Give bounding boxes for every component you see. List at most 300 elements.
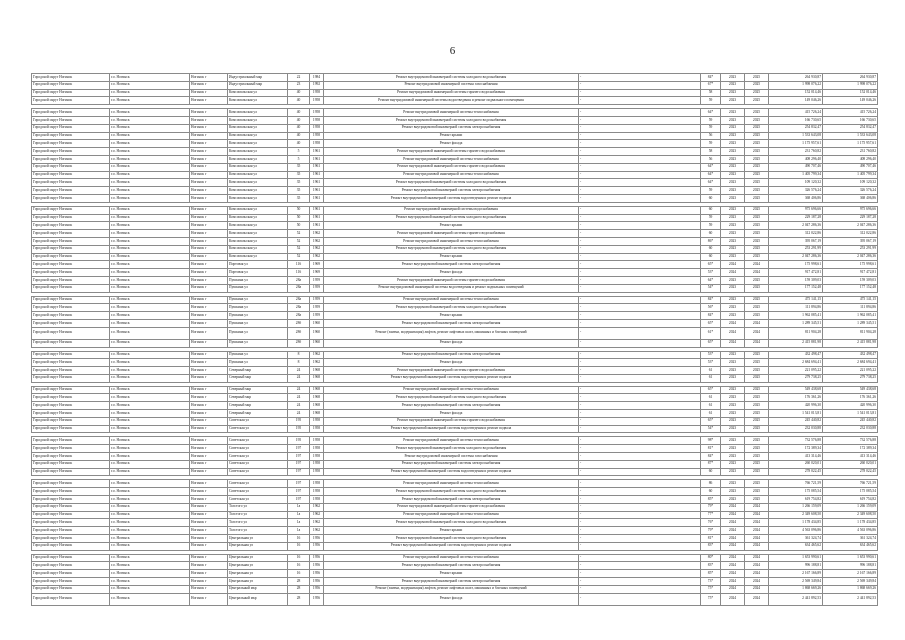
table-cell: 2024 <box>745 585 769 593</box>
table-cell: г.о. Ногинск <box>110 206 190 214</box>
table-cell: 2023 <box>721 245 745 253</box>
table-cell: 2023 <box>721 116 745 124</box>
table-cell: 197 <box>288 468 310 476</box>
table-cell: Городской округ Ногинск <box>32 578 110 586</box>
table-cell: - <box>579 74 701 82</box>
table-cell: Ногинск г <box>190 237 228 245</box>
table-cell: 2024 <box>721 578 745 586</box>
table-cell: 490 707,46 <box>769 163 823 171</box>
table-cell: - <box>579 124 701 132</box>
table-cell: 1959 <box>310 312 324 320</box>
table-cell: 732 576,88 <box>769 437 823 445</box>
table-cell: 361 324,74 <box>823 535 878 543</box>
table-cell: г.о. Ногинск <box>110 269 190 277</box>
table-cell: Городской округ Ногинск <box>32 554 110 562</box>
table-cell: 2023 <box>721 89 745 97</box>
table-cell: Ремонт крыши <box>324 570 579 578</box>
table-cell: Ногинск г <box>190 437 228 445</box>
table-cell: Городской округ Ногинск <box>32 496 110 504</box>
table-cell: Ремонт внутридомовой инженерной системы водоснабжения <box>324 206 579 214</box>
table-cell: Городской округ Ногинск <box>32 276 110 284</box>
table-cell: 176 361,26 <box>769 394 823 402</box>
table-cell: 2 167 166,89 <box>823 570 878 578</box>
table-cell: Ногинск г <box>190 327 228 339</box>
table-cell: 2025 <box>745 425 769 433</box>
table-cell: 2025 <box>745 480 769 488</box>
table-cell: 917 472,81 <box>823 269 878 277</box>
table-cell: 60 <box>701 253 721 261</box>
table-cell: Комсомольская ул <box>228 124 288 132</box>
table-cell: Ногинск г <box>190 570 228 578</box>
table-cell: Городской округ Ногинск <box>32 284 110 292</box>
table-cell: Северный мкр <box>228 394 288 402</box>
table-row <box>32 187 878 195</box>
table-cell: 732 576,88 <box>823 437 878 445</box>
table-cell: 2025 <box>745 296 769 304</box>
table-cell: 1а <box>288 527 310 535</box>
table-cell: Ремонт (замена, модернизация) лифтов, ремонт лифтовых шахт, машинных и блочных помещений <box>324 327 579 339</box>
table-cell: 2 047 286,36 <box>823 253 878 261</box>
table-cell: 64* <box>701 109 721 117</box>
table-cell: - <box>579 468 701 476</box>
table-cell: Ремонт внутридомовой инженерной системы горячего водоснабжения <box>324 503 579 511</box>
table-row <box>32 304 878 312</box>
table-cell: 85* <box>701 496 721 504</box>
table-cell: 2024 <box>721 535 745 543</box>
table-cell: - <box>579 445 701 453</box>
table-cell: 60 <box>701 206 721 214</box>
table-cell: 1961 <box>310 171 324 179</box>
table-cell: 40 <box>288 132 310 140</box>
table-cell: - <box>579 284 701 292</box>
table-cell: Городской округ Ногинск <box>32 511 110 519</box>
table-cell: 1968 <box>310 386 324 394</box>
table-cell: 1 998 076,22 <box>769 81 823 89</box>
table-cell: 1 266 159,09 <box>823 503 878 511</box>
table-cell: Советская ул <box>228 460 288 468</box>
table-cell: 1956 <box>310 562 324 570</box>
table-cell: 2024 <box>745 562 769 570</box>
table-cell: 24 <box>288 394 310 402</box>
table-cell: 56 <box>701 155 721 163</box>
table-cell: 2023 <box>721 386 745 394</box>
table-cell: 1958 <box>310 460 324 468</box>
table-cell: 2025 <box>745 163 769 171</box>
table-cell: Ногинск г <box>190 81 228 89</box>
table-cell: г.о. Ногинск <box>110 585 190 593</box>
table-cell: 2025 <box>745 116 769 124</box>
table-cell: 52 <box>288 237 310 245</box>
table-cell: Городской округ Ногинск <box>32 593 110 605</box>
table-cell: - <box>579 171 701 179</box>
table-cell: 175 998,61 <box>769 261 823 269</box>
table-cell: 59 <box>701 214 721 222</box>
table-cell: 61 <box>701 410 721 418</box>
table-cell: Ногинск г <box>190 304 228 312</box>
table-cell: 172 389,34 <box>823 445 878 453</box>
table-cell: Ремонт внутридомовой инженерной системы газоснабжения <box>324 81 579 89</box>
table-cell: 61* <box>701 327 721 339</box>
table-cell: Центральная ул <box>228 562 288 570</box>
table-cell: 996 188,81 <box>823 562 878 570</box>
table-cell: Комсомольская ул <box>228 187 288 195</box>
table-cell: г.о. Ногинск <box>110 386 190 394</box>
table-cell: Советская ул <box>228 425 288 433</box>
table-cell: г.о. Ногинск <box>110 437 190 445</box>
table-cell: Ногинск г <box>190 519 228 527</box>
table-cell: Городской округ Ногинск <box>32 351 110 359</box>
table-cell: г.о. Ногинск <box>110 187 190 195</box>
table-row <box>32 214 878 222</box>
table-cell: 24 <box>288 402 310 410</box>
table-cell: 2024 <box>721 593 745 605</box>
table-cell: 4 563 096,86 <box>769 527 823 535</box>
table-cell: 619 754,82 <box>823 496 878 504</box>
table-cell: г.о. Ногинск <box>110 374 190 382</box>
table-cell: Городской округ Ногинск <box>32 89 110 97</box>
table-cell: Ремонт внутридомовой инженерной системы горячего водоснабжения <box>324 89 579 97</box>
table-row <box>32 374 878 382</box>
table-cell: Ногинск г <box>190 527 228 535</box>
table-cell: - <box>579 503 701 511</box>
table-cell: Городской округ Ногинск <box>32 519 110 527</box>
table-cell: 2025 <box>745 171 769 179</box>
table-cell: 1956 <box>310 554 324 562</box>
table-cell: - <box>579 339 701 347</box>
table-cell: 2023 <box>721 194 745 202</box>
table-row <box>32 132 878 140</box>
table-cell: 2024 <box>721 339 745 347</box>
table-cell: Ремонт фасада <box>324 359 579 367</box>
table-cell: 2024 <box>745 542 769 550</box>
table-cell: Ремонт внутридомовой инженерной системы горячего водоснабжения <box>324 163 579 171</box>
table-cell: Комсомольская ул <box>228 148 288 156</box>
table-cell: 2 047 286,36 <box>769 222 823 230</box>
table-cell: 16 <box>288 542 310 550</box>
table-cell: 1 868 669,26 <box>823 585 878 593</box>
table-cell: 2024 <box>745 527 769 535</box>
table-cell: Ремонт внутридомовой инженерной системы теплоснабжения <box>324 155 579 163</box>
table-cell: Городской округ Ногинск <box>32 124 110 132</box>
table-cell: 195 <box>288 425 310 433</box>
table-cell: 1 405 799,34 <box>823 171 878 179</box>
table-row <box>32 319 878 327</box>
table-cell: 232 030,88 <box>769 425 823 433</box>
table-cell: Северный мкр <box>228 374 288 382</box>
table-cell: Городской округ Ногинск <box>32 410 110 418</box>
table-cell: 221 095,22 <box>823 367 878 375</box>
table-cell: 2025 <box>745 214 769 222</box>
table-cell: 64* <box>701 276 721 284</box>
table-cell: 2025 <box>745 445 769 453</box>
table-cell: 197 <box>288 460 310 468</box>
table-cell: 59 <box>701 124 721 132</box>
table-cell: Ногинск г <box>190 187 228 195</box>
table-cell: Ногинск г <box>190 312 228 320</box>
table-cell: Ногинск г <box>190 155 228 163</box>
table-cell: Городской округ Ногинск <box>32 179 110 187</box>
table-row <box>32 519 878 527</box>
table-cell: Пушкина ул <box>228 276 288 284</box>
table-cell: 2023 <box>721 171 745 179</box>
table-cell: 84* <box>701 312 721 320</box>
table-cell: Ногинск г <box>190 163 228 171</box>
table-cell: 75* <box>701 585 721 593</box>
table-cell: 2023 <box>721 296 745 304</box>
table-cell: г.о. Ногинск <box>110 237 190 245</box>
table-cell: Комсомольская ул <box>228 171 288 179</box>
table-cell: 2023 <box>721 402 745 410</box>
table-row <box>32 237 878 245</box>
table-cell: Индустриальный мкр <box>228 74 288 82</box>
table-cell: Ремонт крыши <box>324 222 579 230</box>
table-cell: - <box>579 194 701 202</box>
table-cell: 65* <box>701 417 721 425</box>
table-cell: 2023 <box>721 367 745 375</box>
table-cell: 1962 <box>310 359 324 367</box>
table-cell: 2025 <box>745 359 769 367</box>
table-cell: Ремонт внутридомовой инженерной системы холодного водоснабжения <box>324 74 579 82</box>
table-cell: 2025 <box>745 124 769 132</box>
table-cell: 2024 <box>721 503 745 511</box>
table-cell: Комсомольская ул <box>228 245 288 253</box>
table-cell: - <box>579 132 701 140</box>
table-cell: Ремонт фасада <box>324 269 579 277</box>
table-cell: 109 120,32 <box>823 179 878 187</box>
table-cell: Комсомольская ул <box>228 237 288 245</box>
table-cell: г.о. Ногинск <box>110 97 190 105</box>
table-cell: 634 465,62 <box>823 542 878 550</box>
table-cell: 278 022,45 <box>823 468 878 476</box>
table-cell: 2 415 881,98 <box>823 339 878 347</box>
table-cell: 254 832,47 <box>769 124 823 132</box>
table-cell: Ногинск г <box>190 359 228 367</box>
table-cell: 197 <box>288 480 310 488</box>
table-cell: 2025 <box>745 97 769 105</box>
table-cell: Центральная ул <box>228 570 288 578</box>
table-cell: Городской округ Ногинск <box>32 468 110 476</box>
table-cell: г.о. Ногинск <box>110 351 190 359</box>
table-cell: Ремонт крыши <box>324 312 579 320</box>
table-cell: 16 <box>288 554 310 562</box>
table-cell: 149 046,26 <box>769 97 823 105</box>
table-cell: 2 684 694,41 <box>769 359 823 367</box>
table-cell: Ремонт внутридомовой инженерной системы электроснабжения <box>324 562 579 570</box>
table-cell: Комсомольская ул <box>228 253 288 261</box>
table-cell: 84* <box>701 453 721 461</box>
table-cell: 159 309,03 <box>769 276 823 284</box>
table-cell: 2023 <box>721 187 745 195</box>
table-cell: Ремонт внутридомовой инженерной системы водоотведения и ремонт подвала <box>324 542 579 550</box>
table-cell: 159 309,03 <box>823 276 878 284</box>
table-cell: Центральная ул <box>228 535 288 543</box>
table-cell: Пушкина ул <box>228 312 288 320</box>
table-cell: 811 904,28 <box>769 327 823 339</box>
table-cell: 2024 <box>721 319 745 327</box>
table-cell: 1958 <box>310 97 324 105</box>
table-cell: Городской округ Ногинск <box>32 535 110 543</box>
table-cell: 2025 <box>745 276 769 284</box>
table-cell: 1962 <box>310 237 324 245</box>
table-cell: 1 175 957,61 <box>769 140 823 148</box>
table-cell: 1 653 990,61 <box>769 554 823 562</box>
table-cell: 229 187,28 <box>769 214 823 222</box>
table-cell: - <box>579 304 701 312</box>
table-row <box>32 179 878 187</box>
table-cell: 50 <box>288 222 310 230</box>
table-cell: 2025 <box>745 304 769 312</box>
table-cell: г.о. Ногинск <box>110 578 190 586</box>
table-cell: 2 569 349,84 <box>769 578 823 586</box>
table-cell: Ремонт внутридомовой инженерной системы холодного водоснабжения <box>324 179 579 187</box>
table-cell: 368 406,86 <box>823 194 878 202</box>
table-cell: 2025 <box>745 230 769 238</box>
table-cell: 1 175 957,61 <box>823 140 878 148</box>
table-cell: 2025 <box>745 179 769 187</box>
table-row <box>32 155 878 163</box>
table-cell: г.о. Ногинск <box>110 453 190 461</box>
table-cell: - <box>579 578 701 586</box>
table-row <box>32 261 878 269</box>
table-cell: Городской округ Ногинск <box>32 148 110 156</box>
table-cell: Пушкина ул <box>228 284 288 292</box>
table-cell: г.о. Ногинск <box>110 230 190 238</box>
table-cell: Ногинск г <box>190 132 228 140</box>
table-cell: 2024 <box>721 261 745 269</box>
table-cell: 2023 <box>721 148 745 156</box>
table-cell: 1962 <box>310 230 324 238</box>
table-cell: Пушкина ул <box>228 327 288 339</box>
table-cell: 2025 <box>745 468 769 476</box>
table-cell: 172 389,34 <box>769 445 823 453</box>
table-cell: г.о. Ногинск <box>110 394 190 402</box>
table-cell: 229 187,28 <box>823 214 878 222</box>
table-row <box>32 417 878 425</box>
table-cell: 2 441 892,53 <box>823 593 878 605</box>
table-cell: 253 291,99 <box>769 245 823 253</box>
table-cell: Ремонт внутридомовой инженерной системы теплоснабжения <box>324 171 579 179</box>
table-cell: Ногинск г <box>190 386 228 394</box>
table-cell: Ремонт внутридомовой инженерной системы холодного водоснабжения <box>324 245 579 253</box>
table-cell: 415 726,24 <box>823 109 878 117</box>
table-cell: Пушкина ул <box>228 319 288 327</box>
table-cell: - <box>579 402 701 410</box>
table-cell: - <box>579 585 701 593</box>
table-cell: Городской округ Ногинск <box>32 402 110 410</box>
table-cell: Ногинск г <box>190 148 228 156</box>
table-cell: 1962 <box>310 351 324 359</box>
table-row <box>32 437 878 445</box>
table-cell: 2 349 608,50 <box>823 511 878 519</box>
table-cell: г.о. Ногинск <box>110 519 190 527</box>
table-cell: Пушкина ул <box>228 339 288 347</box>
table-cell: 1961 <box>310 187 324 195</box>
table-cell: 81* <box>701 535 721 543</box>
table-cell: Городской округ Ногинск <box>32 327 110 339</box>
table-cell: - <box>579 386 701 394</box>
table-cell: 1959 <box>310 304 324 312</box>
table-cell: Городской округ Ногинск <box>32 339 110 347</box>
table-cell: 35 <box>288 163 310 171</box>
table-cell: г.о. Ногинск <box>110 140 190 148</box>
table-cell: 2023 <box>721 468 745 476</box>
table-row <box>32 276 878 284</box>
table-cell: 1956 <box>310 578 324 586</box>
table-cell: 85* <box>701 570 721 578</box>
table-cell: 2 349 608,50 <box>769 511 823 519</box>
table-cell: Ремонт внутридомовой инженерной системы теплоснабжения <box>324 437 579 445</box>
table-row <box>32 593 878 605</box>
table-cell: Ногинск г <box>190 253 228 261</box>
table-row <box>32 81 878 89</box>
table-cell: 60 <box>701 245 721 253</box>
table-cell: 52 <box>288 245 310 253</box>
table-cell: 2024 <box>721 511 745 519</box>
table-cell: 116 <box>288 269 310 277</box>
table-cell: Северный мкр <box>228 402 288 410</box>
table-cell: - <box>579 187 701 195</box>
table-cell: 264 930,87 <box>769 74 823 82</box>
table-cell: 98* <box>701 437 721 445</box>
table-cell: 2025 <box>745 253 769 261</box>
table-cell: 24 <box>288 367 310 375</box>
table-cell: Городской округ Ногинск <box>32 453 110 461</box>
table-cell: Городской округ Ногинск <box>32 253 110 261</box>
table-cell: Городской округ Ногинск <box>32 312 110 320</box>
table-cell: 1 962 085,41 <box>769 312 823 320</box>
table-cell: Ногинск г <box>190 214 228 222</box>
table-row <box>32 312 878 320</box>
table-cell: 1а <box>288 519 310 527</box>
table-cell: - <box>579 367 701 375</box>
table-cell: Ремонт внутридомовой инженерной системы теплоснабжения <box>324 480 579 488</box>
table-cell: 28а <box>288 296 310 304</box>
table-cell: 1 962 085,41 <box>823 312 878 320</box>
table-cell: Комсомольская ул <box>228 194 288 202</box>
table-cell: 1960 <box>310 327 324 339</box>
table-cell: 197 <box>288 445 310 453</box>
table-cell: Ногинск г <box>190 296 228 304</box>
table-cell: Городской округ Ногинск <box>32 425 110 433</box>
table-cell: Комсомольская ул <box>228 89 288 97</box>
table-cell: 2024 <box>721 570 745 578</box>
table-cell: 1 533 643,08 <box>769 132 823 140</box>
table-cell: 79* <box>701 527 721 535</box>
table-cell: Ремонт внутридомовой инженерной системы электроснабжения <box>324 496 579 504</box>
table-cell: Ремонт внутридомовой инженерной системы водоотведения и ремонт подвала <box>324 374 579 382</box>
table-cell: Советская ул <box>228 445 288 453</box>
table-cell: 2023 <box>721 460 745 468</box>
table-cell: - <box>579 417 701 425</box>
page-number: 6 <box>449 45 456 57</box>
table-cell: Городской округ Ногинск <box>32 171 110 179</box>
table-cell: Ногинск г <box>190 284 228 292</box>
table-cell: 1958 <box>310 140 324 148</box>
table-cell: Ремонт внутридомовой инженерной системы горячего водоснабжения <box>324 367 579 375</box>
table-cell: Ремонт внутридомовой инженерной системы электроснабжения <box>324 460 579 468</box>
table-cell: Ногинск г <box>190 124 228 132</box>
table-cell: 2025 <box>745 417 769 425</box>
table-cell: Ногинск г <box>190 179 228 187</box>
table-cell: Городской округ Ногинск <box>32 585 110 593</box>
table-cell: 2023 <box>721 237 745 245</box>
table-cell: Ремонт внутридомовой инженерной системы теплоснабжения <box>324 554 579 562</box>
table-cell: 35 <box>288 194 310 202</box>
table-cell: Ногинск г <box>190 171 228 179</box>
table-cell: 1958 <box>310 417 324 425</box>
table-row <box>32 503 878 511</box>
table-cell: Городской округ Ногинск <box>32 488 110 496</box>
